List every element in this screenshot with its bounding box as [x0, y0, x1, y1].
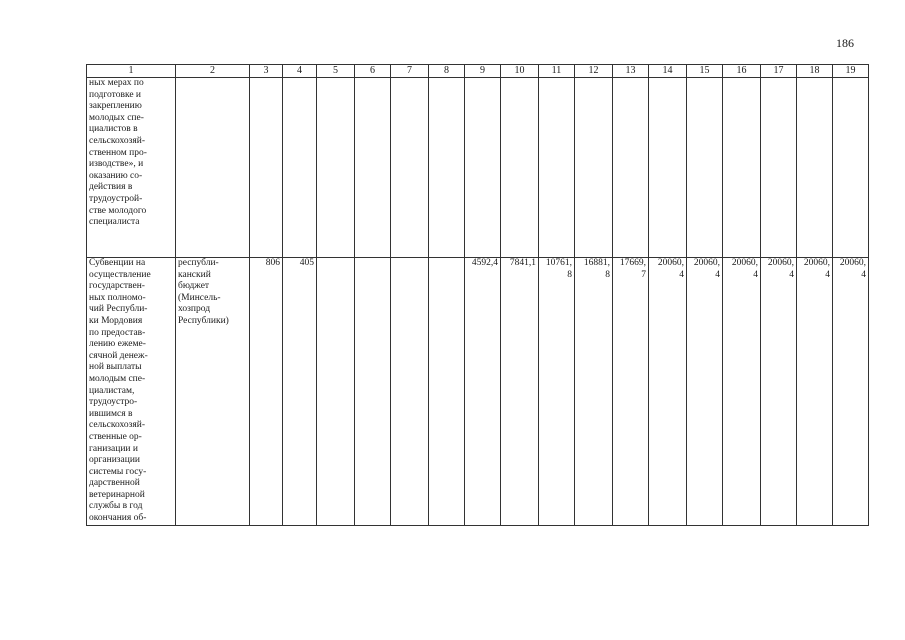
text-line: молодым спе-: [89, 373, 146, 384]
text-line: ной выплаты: [89, 362, 142, 373]
text-line: лению ежеме-: [89, 339, 146, 350]
value-line: 8: [605, 269, 610, 280]
value-line: 4: [789, 269, 794, 280]
value-cell-10: 7841,1: [501, 258, 539, 526]
text-line: действия в: [89, 182, 133, 193]
value-line: 4: [861, 269, 866, 280]
table-row-continuation: [87, 78, 869, 258]
header-cell: 5: [317, 65, 355, 78]
text-line: стве молодого: [89, 205, 147, 216]
text-line: дарственной: [89, 478, 140, 489]
header-cell: 17: [761, 65, 797, 78]
empty-cell: [833, 78, 869, 258]
text-line: ветеринарной: [89, 489, 145, 500]
text-line: ных полномо-: [89, 292, 146, 303]
value-line: 4: [715, 269, 720, 280]
text-line: ки Мордовия: [89, 315, 143, 326]
code-cell-3: 806: [250, 258, 283, 526]
value-line: 4: [753, 269, 758, 280]
text-line: ганизации и: [89, 443, 138, 454]
empty-cell: [465, 78, 501, 258]
empty-cell: [391, 258, 429, 526]
value-line: 7: [641, 269, 646, 280]
empty-cell: [649, 78, 687, 258]
value-cell-17: [761, 258, 797, 526]
header-cell: 14: [649, 65, 687, 78]
text-line: молодых спе-: [89, 112, 144, 123]
empty-cell: [575, 78, 613, 258]
header-cell: 1: [87, 65, 176, 78]
column-number-row: [87, 65, 869, 78]
empty-cell: [613, 78, 649, 258]
header-cell: 10: [501, 65, 539, 78]
empty-cell: [761, 78, 797, 258]
value-cell-9: 4592,4: [465, 258, 501, 526]
text-line: циалистам,: [89, 385, 135, 396]
page-number: 186: [836, 36, 854, 50]
value-line: 20060,: [839, 258, 866, 268]
budget-table: [86, 64, 869, 526]
header-cell: 13: [613, 65, 649, 78]
header-cell: 7: [391, 65, 429, 78]
value-line: 4: [825, 269, 830, 280]
code-cell-4: 405: [283, 258, 317, 526]
text-line: чий Республи-: [89, 304, 148, 315]
empty-cell: [391, 78, 429, 258]
value-cell-15: [687, 258, 723, 526]
text-line: трудоустро-: [89, 397, 138, 408]
empty-cell: [317, 258, 355, 526]
empty-cell: [250, 78, 283, 258]
text-line: Республики): [178, 315, 229, 326]
header-cell: 9: [465, 65, 501, 78]
header-cell: 18: [797, 65, 833, 78]
empty-cell: [501, 78, 539, 258]
text-line: службы в год: [89, 501, 143, 512]
header-cell: 15: [687, 65, 723, 78]
value-cell-19: [833, 258, 869, 526]
text-line: подготовке и: [89, 89, 141, 100]
text-line: окончания об-: [89, 513, 147, 524]
text-line: (Минсель-: [178, 292, 221, 303]
text-line: хозпрод: [178, 304, 211, 315]
header-cell: 8: [429, 65, 465, 78]
text-line: Субвенции на: [89, 258, 146, 268]
value-cell-13: [613, 258, 649, 526]
empty-cell: [355, 258, 391, 526]
header-cell: 4: [283, 65, 317, 78]
text-line: государствен-: [89, 281, 145, 292]
text-line: по предостав-: [89, 327, 146, 338]
header-cell: 3: [250, 65, 283, 78]
text-line: республи-: [178, 258, 219, 268]
value-line: 4: [679, 269, 684, 280]
value-line: 20060,: [657, 258, 684, 268]
value-cell-14: [649, 258, 687, 526]
text-line: ственном про-: [89, 147, 147, 158]
text-line: циалистов в: [89, 124, 138, 135]
header-cell: 19: [833, 65, 869, 78]
header-cell: 16: [723, 65, 761, 78]
value-line: 20060,: [803, 258, 830, 268]
table-row-subsidies: [87, 258, 869, 526]
empty-cell: [317, 78, 355, 258]
value-line: 10761,: [545, 258, 572, 268]
value-cell-12: [575, 258, 613, 526]
header-cell: 2: [176, 65, 250, 78]
text-line: трудоустрой-: [89, 193, 143, 204]
text-line: сячной денеж-: [89, 350, 148, 361]
text-line: осуществление: [89, 269, 151, 280]
header-cell: 11: [539, 65, 575, 78]
empty-cell: [429, 78, 465, 258]
text-line: системы госу-: [89, 466, 147, 477]
value-line: 20060,: [693, 258, 720, 268]
empty-cell: [355, 78, 391, 258]
value-cell-18: [797, 258, 833, 526]
text-line: сельскохозяй-: [89, 420, 145, 431]
value-line: 20060,: [731, 258, 758, 268]
row2-description-cell: [87, 258, 176, 526]
header-cell: 12: [575, 65, 613, 78]
row1-description-cell: [87, 78, 176, 258]
value-cell-11: [539, 258, 575, 526]
text-line: специалиста: [89, 217, 140, 228]
text-line: ившимся в: [89, 408, 133, 419]
text-line: ных мерах по: [89, 78, 144, 88]
value-line: 17669,: [619, 258, 646, 268]
text-line: сельскохозяй-: [89, 135, 145, 146]
empty-cell: [723, 78, 761, 258]
empty-cell: [539, 78, 575, 258]
funding-source-cell: [176, 258, 250, 526]
text-line: канский: [178, 269, 211, 280]
text-line: организации: [89, 455, 141, 466]
text-line: ственные ор-: [89, 431, 142, 442]
value-line: 8: [567, 269, 572, 280]
empty-cell: [429, 258, 465, 526]
header-cell: 6: [355, 65, 391, 78]
value-line: 16881,: [583, 258, 610, 268]
text-line: оказанию со-: [89, 170, 143, 181]
value-cell-16: [723, 258, 761, 526]
empty-cell: [283, 78, 317, 258]
text-line: изводстве», и: [89, 159, 144, 170]
text-line: бюджет: [178, 281, 210, 292]
empty-cell: [176, 78, 250, 258]
text-line: закреплению: [89, 101, 142, 112]
value-line: 20060,: [767, 258, 794, 268]
empty-cell: [687, 78, 723, 258]
empty-cell: [797, 78, 833, 258]
